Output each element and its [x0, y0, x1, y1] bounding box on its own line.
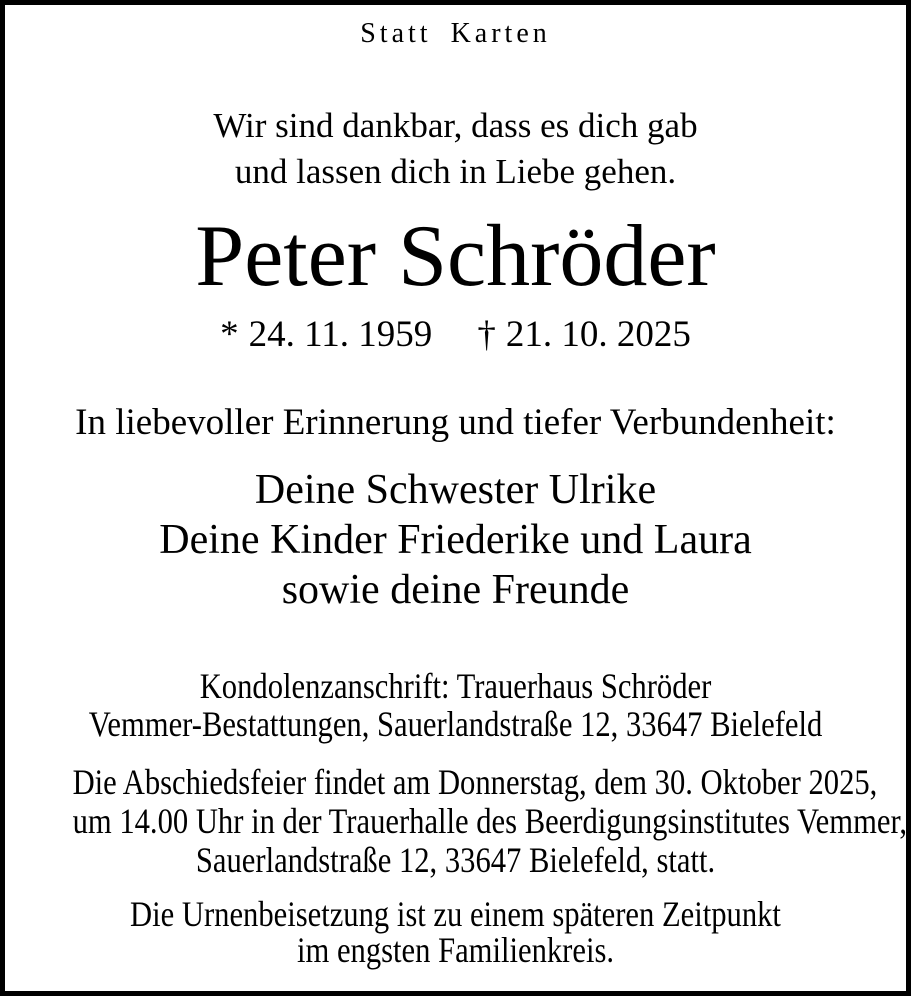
condolence-line2: Vemmer-Bestattungen, Sauerlandstraße 12, 33647 Bielefeld	[88, 704, 823, 744]
life-dates	[5, 313, 906, 357]
notice-header: Statt Karten	[360, 18, 551, 49]
condolence-address	[73, 667, 839, 743]
mourner-line-sister: Deine Schwester Ulrike	[254, 467, 657, 513]
remembrance-line: In liebevoller Erinnerung und tiefer Verbundenheit:	[75, 402, 836, 443]
urn-burial-info	[73, 896, 839, 968]
condolence-line1: Kondolenzanschrift: Trauerhaus Schröder	[199, 666, 712, 706]
deceased-name: Peter Schröder	[195, 208, 716, 305]
intro-verse	[5, 103, 906, 195]
death-cross-symbol: †	[477, 314, 496, 355]
intro-verse-line1: Wir sind dankbar, dass es dich gab	[213, 106, 698, 145]
farewell-line2: um 14.00 Uhr in der Trauerhalle des Beerdigungsinstitutes Vemmer,	[72, 801, 908, 841]
notice-content	[5, 5, 906, 991]
death-date: 21. 10. 2025	[505, 314, 691, 355]
birth-date-group	[220, 314, 432, 355]
death-date-group	[477, 314, 691, 355]
born-star-symbol: *	[220, 314, 239, 355]
farewell-ceremony-info	[72, 762, 908, 880]
farewell-line1: Die Abschiedsfeier findet am Donnerstag, dem 30. Oktober 2025,	[72, 762, 878, 802]
mourners-list	[5, 465, 906, 615]
mourner-line-friends: sowie deine Freunde	[281, 567, 630, 613]
farewell-line3: Sauerlandstraße 12, 33647 Bielefeld, statt.	[195, 840, 716, 880]
intro-verse-line2: und lassen dich in Liebe gehen.	[234, 152, 677, 191]
mourner-line-children: Deine Kinder Friederike und Laura	[159, 517, 752, 563]
burial-line1: Die Urnenbeisetzung ist zu einem späteren Zeitpunkt	[130, 894, 781, 934]
birth-date: 24. 11. 1959	[248, 314, 433, 355]
burial-line2: im engsten Familienkreis.	[297, 930, 614, 970]
